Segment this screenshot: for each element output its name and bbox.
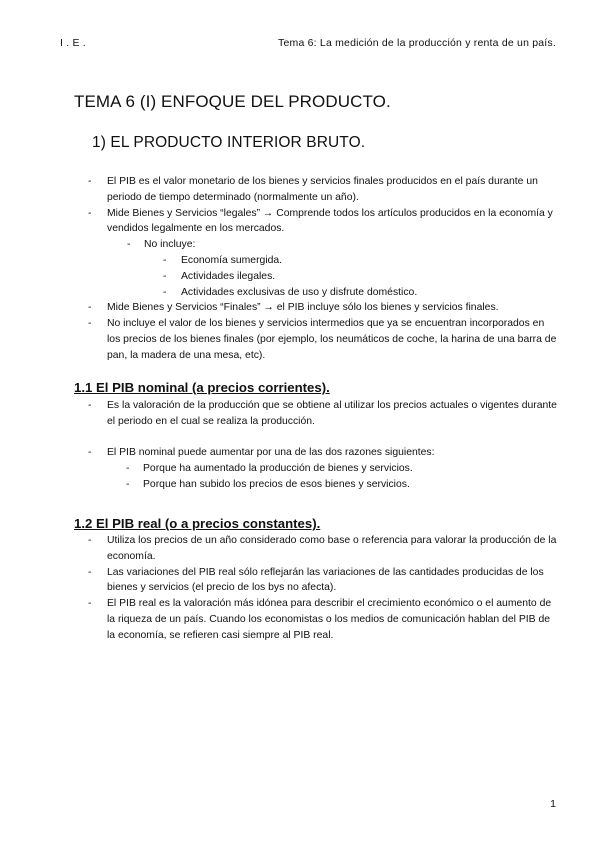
- header-right: Tema 6: La medición de la producción y renta de un país.: [278, 37, 556, 49]
- bullet-dash: -: [127, 239, 131, 251]
- bullet-text: Actividades ilegales.: [181, 270, 276, 282]
- header-left: I . E .: [60, 37, 86, 49]
- bullet-dash: -: [126, 478, 130, 490]
- pib-bullet-1: [0, 174, 600, 206]
- real-bullet-3: [0, 596, 600, 643]
- bullet-text: No incluye el valor de los bienes y servicios intermedios que ya se encuentran incorporados en los precios de los bienes finales (por ejemplo, los neumáticos de coche, la harina de una barra de pan, la madera de una mesa, etc).: [107, 318, 557, 361]
- bullet-dash: -: [88, 318, 92, 330]
- bullet-dash: -: [163, 254, 167, 266]
- bullet-text: Economía sumergida.: [181, 254, 283, 266]
- real-bullet-2: [0, 565, 600, 597]
- page-number: 1: [550, 798, 556, 810]
- bullet-text: Mide Bienes y Servicios “legales” → Comprende todos los artículos producidos en la economía y vendidos legalmente en los mercados.: [107, 207, 553, 235]
- bullet-dash: -: [88, 598, 92, 610]
- section-subtitle: 1) EL PRODUCTO INTERIOR BRUTO.: [92, 134, 366, 151]
- document-title: TEMA 6 (I) ENFOQUE DEL PRODUCTO.: [74, 92, 391, 111]
- bullet-text: El PIB real es la valoración más idónea para describir el crecimiento económico o el aumento de la riqueza de un país. Cuando los economistas o los medios de comunicación hablan del PIB de la economía, se refieren casi siempre al PIB real.: [107, 598, 552, 641]
- pib-bullet-2-sub: [0, 237, 600, 253]
- bullet-dash: -: [88, 535, 92, 546]
- nominal-reason: [0, 477, 600, 493]
- nominal-heading: 1.1 El PIB nominal (a precios corrientes).: [74, 380, 330, 395]
- nominal-bullet-2: [0, 445, 600, 461]
- bullet-dash: -: [163, 270, 167, 282]
- bullet-dash: -: [163, 286, 167, 298]
- nominal-bullet-1: [0, 398, 600, 430]
- bullet-text: Mide Bienes y Servicios “Finales” → el PIB incluye sólo los bienes y servicios finales.: [107, 302, 499, 314]
- nominal-list: [0, 398, 600, 493]
- bullet-text: Porque han subido los precios de esos bienes y servicios.: [143, 478, 410, 490]
- real-heading: 1.2 El PIB real (o a precios constantes).: [74, 516, 321, 531]
- pib-bullet-2: [0, 206, 600, 238]
- bullet-dash: -: [88, 400, 92, 411]
- bullet-dash: -: [88, 176, 92, 187]
- pib-definition-list: [0, 174, 600, 364]
- bullet-text: Actividades exclusivas de uso y disfrute doméstico.: [181, 286, 418, 298]
- bullet-text: Las variaciones del PIB real sólo reflejarán las variaciones de las cantidades producidas de los bienes y servicios (el precio de los bys no afecta).: [107, 566, 544, 594]
- bullet-text: Porque ha aumentado la producción de bienes y servicios.: [143, 463, 413, 475]
- real-list: [0, 533, 600, 644]
- excluded-item: [0, 269, 600, 285]
- excluded-item: [0, 285, 600, 301]
- bullet-text: No incluye:: [144, 239, 196, 251]
- bullet-dash: -: [88, 566, 92, 578]
- excluded-item: [0, 253, 600, 269]
- nominal-reason: [0, 461, 600, 477]
- bullet-text: El PIB es el valor monetario de los bienes y servicios finales producidos en el país durante un periodo de tiempo determinado (normalmente un año).: [107, 176, 538, 203]
- pib-bullet-4: [0, 316, 600, 363]
- bullet-dash: -: [88, 302, 92, 314]
- bullet-text: Es la valoración de la producción que se obtiene al utilizar los precios actuales o vigentes durante el periodo en el cual se realiza la producción.: [107, 400, 557, 427]
- bullet-dash: -: [88, 207, 92, 219]
- bullet-dash: -: [126, 463, 130, 475]
- bullet-text: El PIB nominal puede aumentar por una de las dos razones siguientes:: [107, 447, 435, 459]
- bullet-text: Utiliza los precios de un año considerado como base o referencia para valorar la producción de la economía.: [107, 535, 557, 562]
- pib-bullet-3: [0, 300, 600, 316]
- bullet-dash: -: [88, 447, 92, 459]
- real-bullet-1: [0, 533, 600, 565]
